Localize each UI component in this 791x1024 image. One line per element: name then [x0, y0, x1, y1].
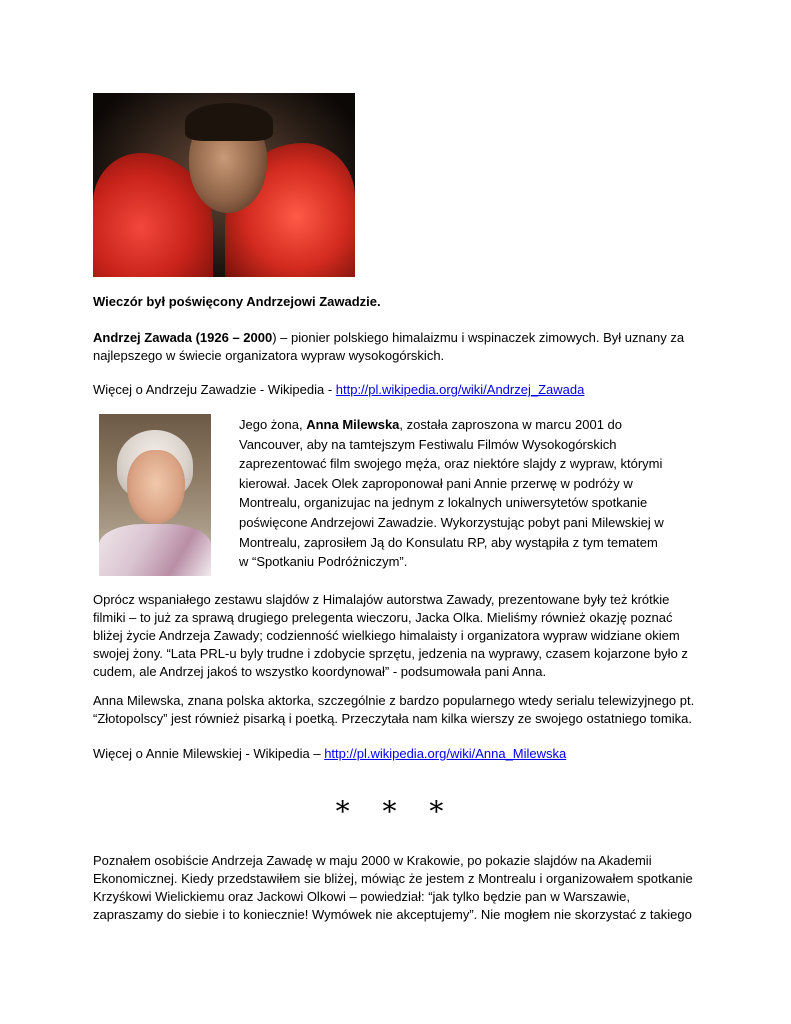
meeting-line3: Krzyśkowi Wielickiemu oraz Jackowi Olkowi – powiedział: “jak tylko będzie pan w Warszawie, — [93, 889, 631, 904]
slides-line1: Oprócz wspaniałego zestawu slajdów z Himalajów autorstwa Zawady, prezentowane były też krótkie — [93, 592, 670, 607]
intro-line2-text: najlepszego w świecie organizatora wypraw wysokogórskich. — [93, 348, 445, 363]
wiki-milewska-prefix: Więcej o Annie Milewskiej - Wikipedia – — [93, 746, 325, 761]
wife-line5: Montrealu, organizujac na jednym z lokalnych uniwersytetów spotkanie — [239, 495, 648, 511]
wife-line4: kierował. Jacek Olek zaproponował pani Annie przerwę w podróży w — [239, 475, 633, 491]
wife-line6: poświęcone Andrzejowi Zawadzie. Wykorzystując pobyt pani Milewskiej w — [239, 514, 664, 530]
wife-name-bold: Anna Milewska — [306, 417, 400, 432]
wiki-milewska-line — [93, 745, 703, 763]
wiki-zawada-prefix: Więcej o Andrzeju Zawadzie - Wikipedia - — [93, 382, 336, 397]
photo-face — [127, 450, 185, 524]
intro-name-bold: Andrzej Zawada (1926 – 2000 — [93, 330, 273, 345]
meeting-line2: Ekonomicznej. Kiedy przedstawiłem sie bliżej, mówiąc że jestem z Montrealu i organizowałem spotkanie — [93, 871, 693, 886]
intro-line1-text: ) – pionier polskiego himalaizmu i wspinaczek zimowych. Był uznany za — [272, 330, 685, 345]
wife-line8: w “Spotkaniu Podróżniczym”. — [239, 554, 408, 570]
wife-line1-a: Jego żona, — [239, 417, 307, 432]
meeting-paragraph — [93, 852, 705, 924]
slides-line3: bliżej życie Andrzeja Zawady; codzienność wielkiego himalaisty i organizatora wypraw widziane okiem — [93, 628, 680, 643]
actress-line1: Anna Milewska, znana polska aktorka, szczególnie z bardzo popularnego wtedy serialu telewizyjnego pt. — [93, 693, 695, 708]
slides-line5: cudem, ale Andrzej jakoś to wszystko koordynował” - podsumowała pani Anna. — [93, 664, 547, 679]
photo-anna-milewska — [99, 414, 211, 576]
slides-line2: filmiki – to już za sprawą drugiego prelegenta wieczoru, Jacka Olka. Mieliśmy również okazję poznać — [93, 610, 673, 625]
photo-scarf — [99, 524, 211, 576]
wiki-milewska-link[interactable]: http://pl.wikipedia.org/wiki/Anna_Milewska — [324, 746, 567, 761]
wiki-zawada-link[interactable]: http://pl.wikipedia.org/wiki/Andrzej_Zawada — [335, 382, 585, 397]
intro-paragraph — [93, 329, 703, 365]
wife-paragraph — [239, 415, 679, 572]
photo-hair — [185, 103, 273, 141]
wiki-zawada-line — [93, 381, 703, 399]
evening-heading: Wieczór był poświęcony Andrzejowi Zawadzie. — [93, 294, 381, 309]
actress-line2: “Złotopolscy” jest również pisarką i poetką. Przeczytała nam kilka wierszy ze swojego ostatniego tomika. — [93, 711, 692, 726]
wife-line1-b: , została zaproszona w marcu 2001 do — [399, 417, 622, 432]
actress-paragraph — [93, 692, 708, 728]
meeting-line4: zapraszamy do siebie i to koniecznie! Wymówek nie akceptujemy”. Nie mogłem nie skorzystać z takiego — [93, 907, 692, 922]
section-separator: * * * — [335, 795, 456, 828]
meeting-line1: Poznałem osobiście Andrzeja Zawadę w maju 2000 w Krakowie, po pokazie slajdów na Akademii — [93, 853, 652, 868]
slides-line4: swojej żony. “Lata PRL-u byly trudne i zdobycie sprzętu, jedzenia na wyprawy, czasem kojarzone było z — [93, 646, 688, 661]
slides-paragraph — [93, 591, 705, 681]
wife-line3: zaprezentować film swojego męża, oraz niektóre slajdy z wypraw, którymi — [239, 456, 663, 472]
wife-line2: Vancouver, aby na tamtejszym Festiwalu Filmów Wysokogórskich — [239, 436, 617, 452]
photo-andrzej-zawada — [93, 93, 355, 277]
wife-line7: Montrealu, zaprosiłem Ją do Konsulatu RP, aby wystąpiła z tym tematem — [239, 534, 658, 550]
